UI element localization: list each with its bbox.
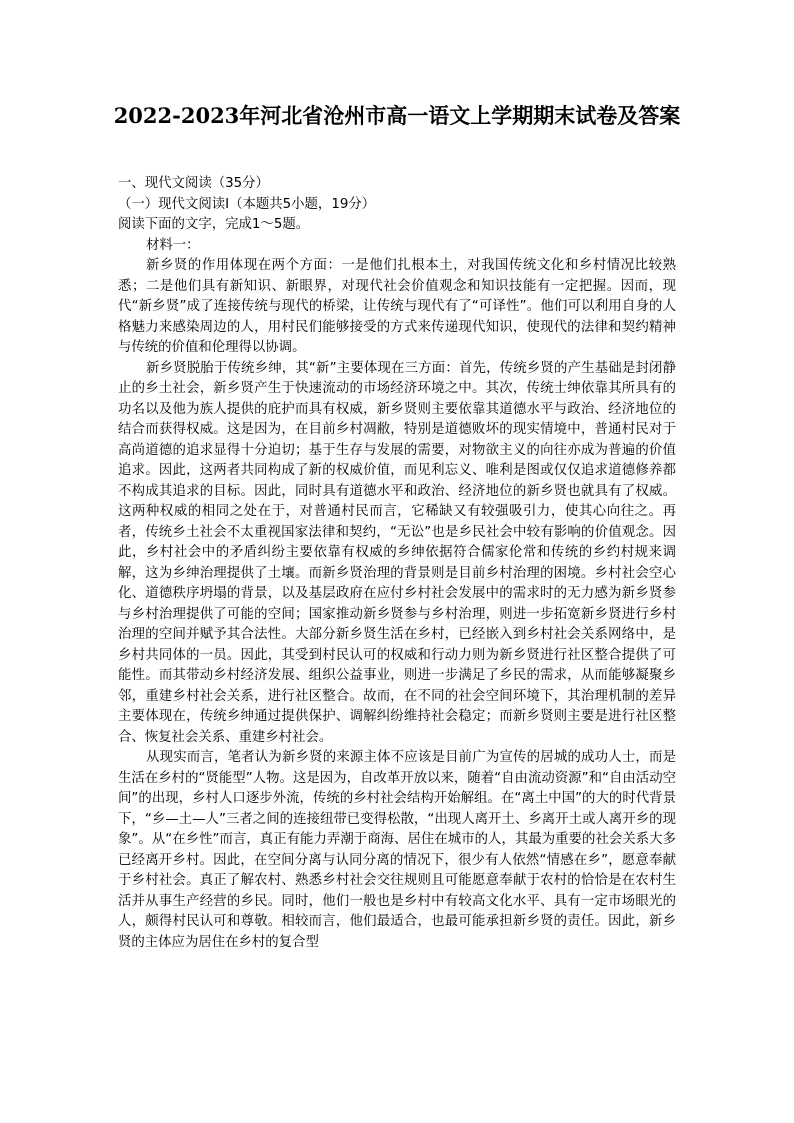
subsection-heading: （一）现代文阅读Ⅰ（本题共5小题，19分） <box>118 196 376 212</box>
paragraph-1: 新乡贤的作用体现在两个方面：一是他们扎根本土，对我国传统文化和乡村情况比较熟悉；二是他们具有新知识、新眼界，对现代社会价值观念和知识技能有一定把握。因而，现代“新乡贤”成了连接传统与现代的桥梁，让传统与现代有了“可译性”。他们可以利用自身的人格魅力来感染周边的人，用村民们能够接受的方式来传递现代知识，使现代的法律和契约精神与传统的价值和伦理得以协调。 <box>118 258 676 355</box>
document-title: 2022-2023年河北省沧州市高一语文上学期期末试卷及答案 <box>113 103 681 128</box>
paragraph-3: 从现实而言，笔者认为新乡贤的来源主体不应该是目前广为宣传的居城的成功人士，而是生活在乡村的“贤能型”人物。这是因为，自改革开放以来，随着“自由流动资源”和“自由活动空间”的出现，乡村人口逐步外流，传统的乡村社会结构开始解组。在“离土中国”的大的时代背景下，“乡—土—人”三者之间的连接纽带已变得松散，“出现人离开土、乡离开土或人离开乡的现象”。从“在乡性”而言，真正有能力弄潮于商海、居住在城市的人，其最为重要的社会关系大多已经离开乡村。因此，在空间分离与认同分离的情况下，很少有人依然“情感在乡”，愿意奉献于乡村社会。真正了解农村、熟悉乡村社会交往规则且可能愿意奉献于农村的恰恰是在农村生活并从事生产经营的乡民。同时，他们一般也是乡村中有较高文化水平、具有一定市场眼光的人，颇得村民认可和尊敬。相较而言，他们最适合，也最可能承担新乡贤的责任。因此，新乡贤的主体应为居住在乡村的复合型 <box>118 750 676 950</box>
paragraph-2: 新乡贤脱胎于传统乡绅，其“新”主要体现在三方面：首先，传统乡贤的产生基础是封闭静止的乡土社会，新乡贤产生于快速流动的市场经济环境之中。其次，传统士绅依靠其所具有的功名以及他为族人提供的庇护而具有权威，新乡贤则主要依靠其道德水平与政治、经济地位的结合而获得权威。这是因为，在目前乡村凋敝，特别是道德败坏的现实情境中，普通村民对于高尚道德的追求显得十分迫切；基于生存与发展的需要，对物欲主义的向往亦成为普遍的价值追求。因此，这两者共同构成了新的权威价值，而见利忘义、唯利是图或仅仅追求道德修养都不构成其追求的目标。因此，同时具有道德水平和政治、经济地位的新乡贤也就具有了权威。这两种权威的相同之处在于，对普通村民而言，它稀缺又有较强吸引力，使其心向往之。再者，传统乡土社会不太重视国家法律和契约，“无讼”也是乡民社会中较有影响的价值观念。因此，乡村社会中的矛盾纠纷主要依靠有权威的乡绅依据符合儒家伦常和传统的乡约村规来调解，这为乡绅治理提供了土壤。而新乡贤治理的背景则是目前乡村治理的困境。乡村社会空心化、道德秩序坍塌的背景，以及基层政府在应付乡村社会发展中的需求时的无力感为新乡贤参与乡村治理提供了可能的空间；国家推动新乡贤参与乡村治理，则进一步拓宽新乡贤进行乡村治理的空间并赋予其合法性。大部分新乡贤生活在乡村，已经嵌入到乡村社会关系网络中，是乡村共同体的一员。因此，其受到村民认可的权威和行动力则为新乡贤进行社区整合提供了可能性。而其带动乡村经济发展、组织公益事业，则进一步满足了乡民的需求，从而能够凝聚乡邻，重建乡村社会关系，进行社区整合。故而，在不同的社会空间环境下，其治理机制的差异主要体现在，传统乡绅通过提供保护、调解纠纷维持社会稳定；而新乡贤则主要是进行社区整合、恢复社会关系、重建乡村社会。 <box>118 360 676 745</box>
material-label: 材料一： <box>146 237 200 253</box>
section-heading: 一、现代文阅读（35分） <box>118 176 269 191</box>
reading-instruction: 阅读下面的文字，完成1～5题。 <box>118 217 310 232</box>
document-body <box>118 174 676 953</box>
